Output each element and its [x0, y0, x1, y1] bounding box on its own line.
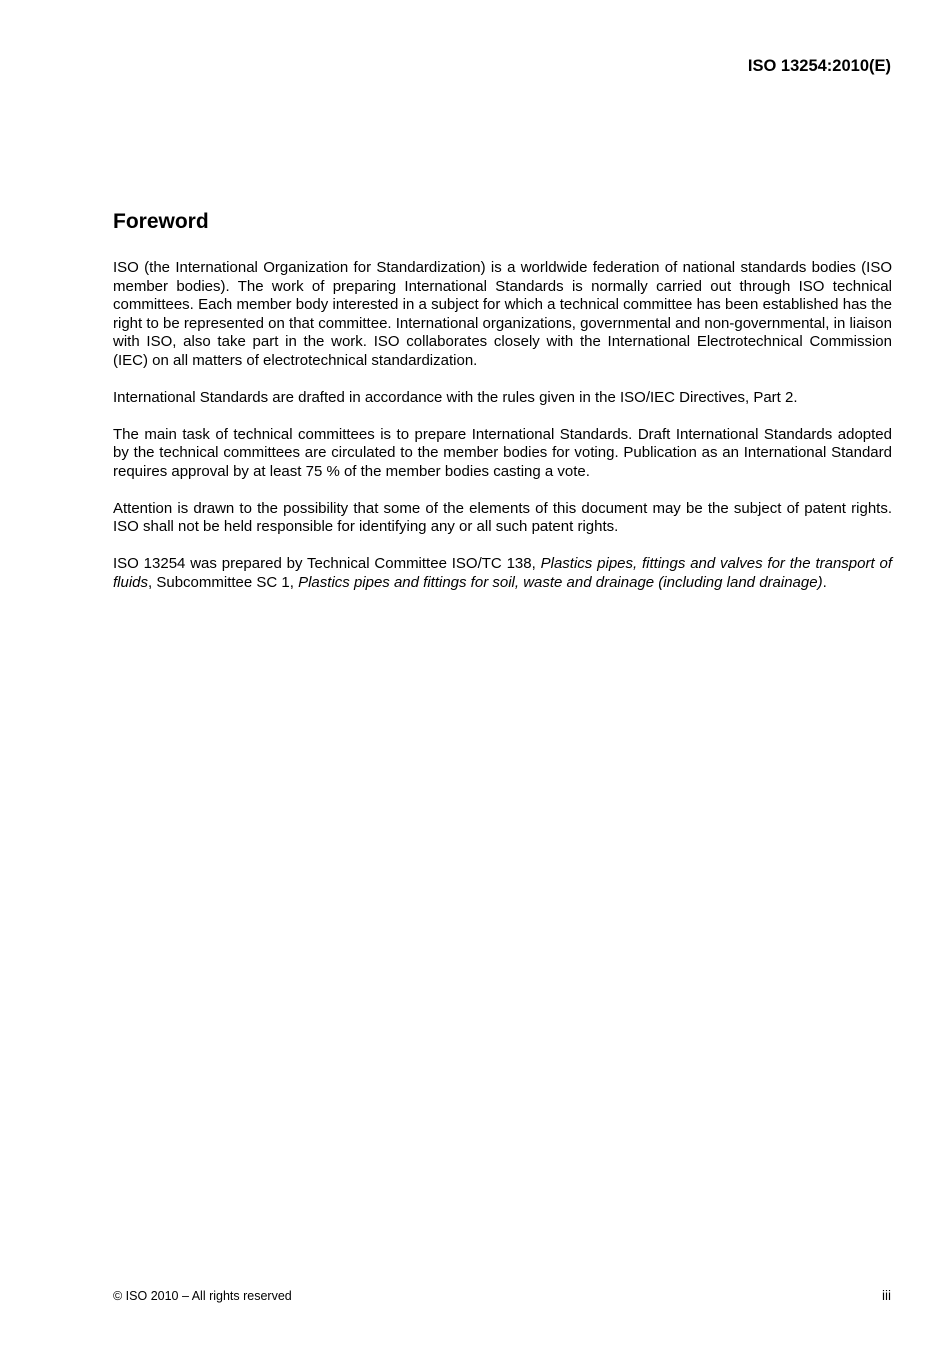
document-id-header: ISO 13254:2010(E)	[747, 57, 891, 75]
preparation-text-part1: ISO 13254 was prepared by Technical Committee ISO/TC 138,	[113, 555, 541, 572]
footer-copyright: © ISO 2010 – All rights reserved	[113, 1289, 292, 1303]
foreword-body	[113, 259, 892, 611]
paragraph-directives: International Standards are drafted in accordance with the rules given in the ISO/IEC Directives, Part 2.	[113, 388, 798, 406]
paragraph-technical-committees: The main task of technical committees is to prepare International Standards. Draft International Standards adopted by the technical committees are circulated to the member bodies for voting. Publication as an International Standard requires approval by at least 75 % of the member bodies casting a vote.	[113, 425, 892, 480]
committee-title: Plastics pipes, fittings and valves for the transport of fluids	[113, 555, 892, 591]
paragraph-preparation	[113, 555, 892, 592]
section-heading-foreword: Foreword	[113, 210, 209, 233]
subcommittee-title: Plastics pipes and fittings for soil, waste and drainage (including land drainage)	[298, 573, 823, 591]
paragraph-patent-rights: Attention is drawn to the possibility that some of the elements of this document may be the subject of patent rights. ISO shall not be held responsible for identifying any or all such patent rights.	[113, 499, 892, 535]
footer-page-number: iii	[882, 1288, 891, 1303]
paragraph-iso-federation: ISO (the International Organization for Standardization) is a worldwide federation of national standards bodies (ISO member bodies). The work of preparing International Standards is normally carried out through ISO technical committees. Each member body interested in a subject for which a technical committee has been established has the right to be represented on that committee. International organizations, governmental and non-governmental, in liaison with ISO, also take part in the work. ISO collaborates closely with the International Electrotechnical Commission (IEC) on all matters of electrotechnical standardization.	[113, 259, 892, 369]
preparation-text-part3: .	[822, 573, 827, 591]
preparation-text-part2: , Subcommittee SC 1,	[148, 573, 299, 591]
